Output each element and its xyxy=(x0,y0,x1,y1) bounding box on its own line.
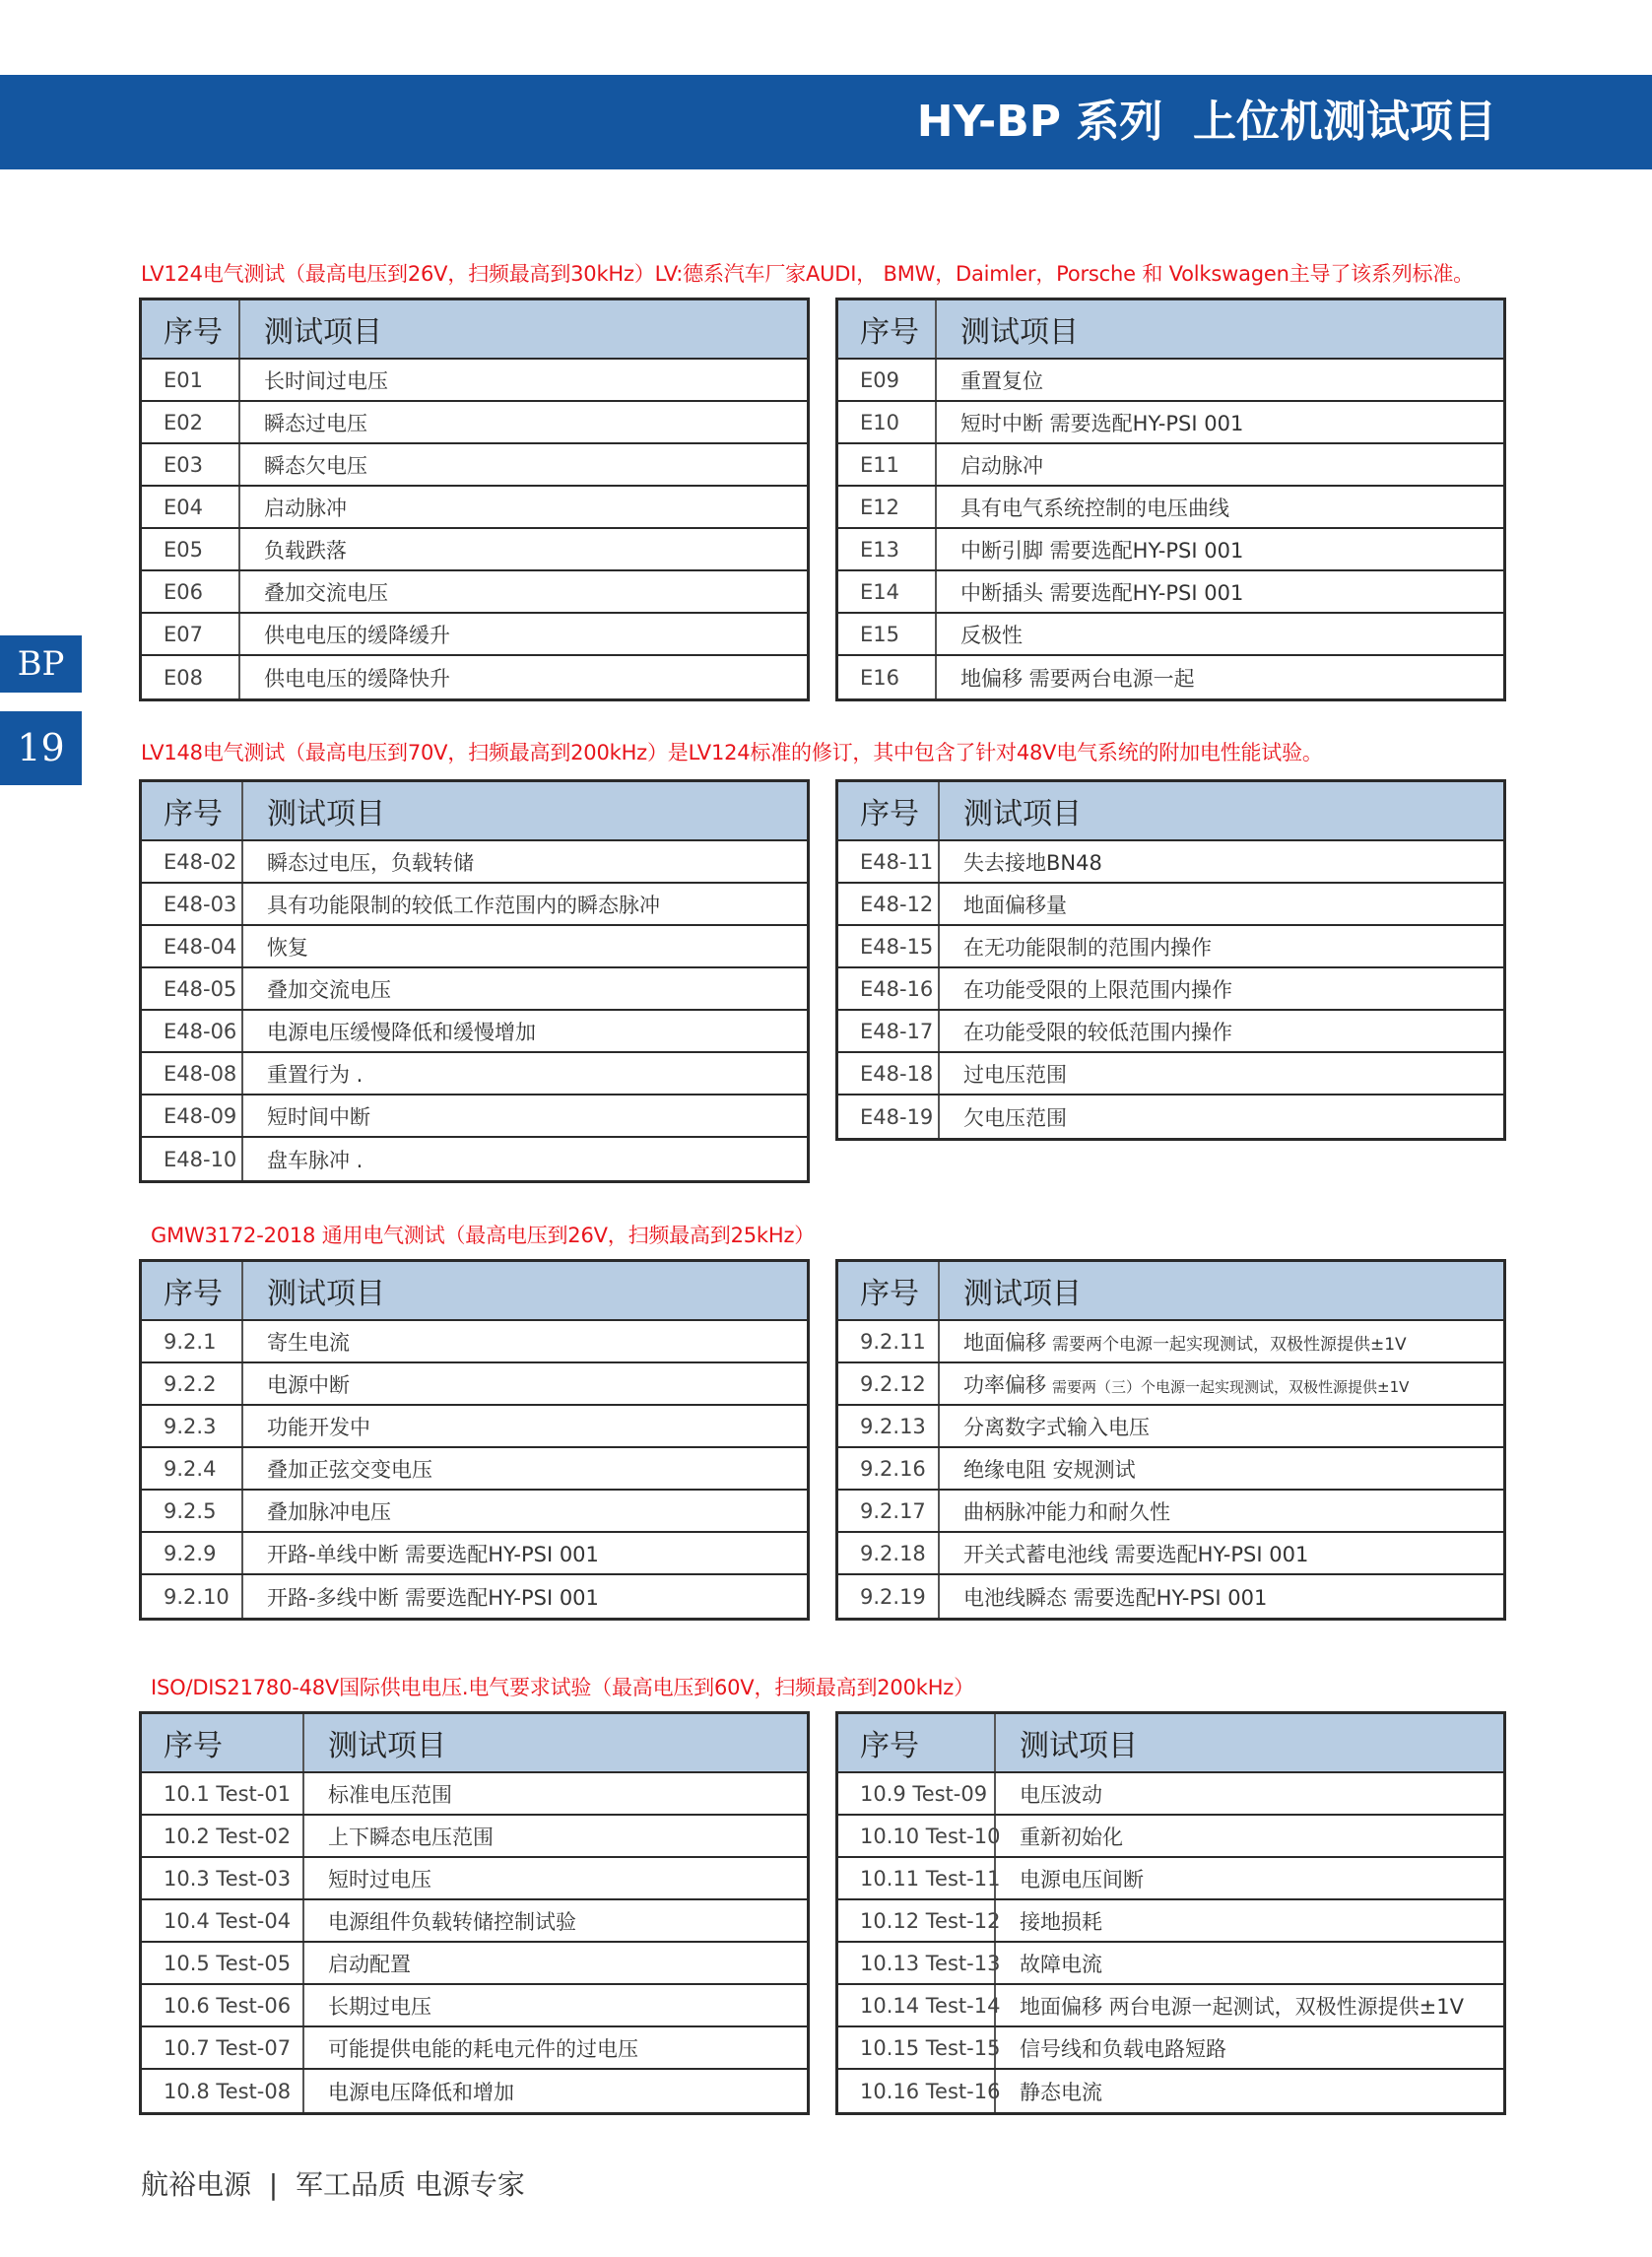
test-no: E48-15 xyxy=(838,926,940,966)
section-note: GMW3172-2018 通用电气测试（最高电压到26V，扫频最高到25kHz） xyxy=(151,1224,816,1247)
test-item xyxy=(240,663,450,693)
table-row xyxy=(142,529,807,571)
test-no: 10.1 Test-01 xyxy=(142,1773,304,1814)
table-row xyxy=(142,487,807,529)
table-row xyxy=(838,656,1503,698)
table-row xyxy=(838,1943,1503,1985)
test-no: 10.15 Test-15 xyxy=(838,2027,996,2068)
test-no: E15 xyxy=(838,614,937,654)
test-item-name: 中断引脚 需要选配HY-PSI 001 xyxy=(960,538,1244,563)
test-item-name: 故障电流 xyxy=(1020,1952,1102,1976)
side-tab-page-number: 19 xyxy=(0,711,82,785)
test-item-name: 开路-单线中断 需要选配HY-PSI 001 xyxy=(267,1542,599,1566)
test-item xyxy=(243,932,308,962)
test-item xyxy=(243,974,391,1004)
test-item-name: 在功能受限的上限范围内操作 xyxy=(963,977,1232,1002)
test-no: 10.10 Test-10 xyxy=(838,1816,996,1856)
test-item xyxy=(243,890,660,919)
table-row xyxy=(838,360,1503,402)
column-header-no: 序号 xyxy=(142,1262,243,1319)
test-item-name: 瞬态过电压 xyxy=(264,411,367,435)
test-item xyxy=(304,1949,411,1978)
test-no: 10.16 Test-16 xyxy=(838,2070,996,2112)
test-item xyxy=(940,1454,1136,1484)
test-item xyxy=(940,1327,1407,1357)
test-item-name: 叠加脉冲电压 xyxy=(267,1499,391,1524)
test-item-name: 曲柄脉冲能力和耐久性 xyxy=(963,1499,1170,1524)
test-item-name: 叠加交流电压 xyxy=(264,580,388,605)
test-item-name: 功能开发中 xyxy=(267,1415,370,1439)
test-item xyxy=(996,2033,1226,2063)
test-item xyxy=(940,1412,1150,1441)
test-table-left xyxy=(139,1259,810,1621)
test-no: E48-18 xyxy=(838,1053,940,1094)
test-item-name: 地面偏移量 xyxy=(963,893,1067,917)
test-table-right xyxy=(835,1259,1506,1621)
table-row xyxy=(142,402,807,444)
table-header xyxy=(838,1714,1503,1773)
test-item xyxy=(243,1145,363,1174)
test-item xyxy=(243,847,474,877)
test-item-name: 重置复位 xyxy=(960,368,1043,393)
test-item xyxy=(937,620,1023,649)
test-no: E14 xyxy=(838,571,937,612)
test-no: 9.2.1 xyxy=(142,1321,243,1361)
test-item-name: 中断插头 需要选配HY-PSI 001 xyxy=(960,580,1244,605)
test-no: E09 xyxy=(838,360,937,400)
test-no: E48-16 xyxy=(838,968,940,1009)
table-row xyxy=(142,1491,807,1533)
column-header-item: 测试项目 xyxy=(963,1277,1082,1311)
test-item xyxy=(243,1017,536,1046)
test-item-name: 具有功能限制的较低工作范围内的瞬态脉冲 xyxy=(267,893,660,917)
test-item-name: 启动脉冲 xyxy=(264,496,347,520)
column-header-item: 测试项目 xyxy=(963,797,1082,831)
test-item-note: 需要两（三）个电源一起实现测试，双极性源提供±1V xyxy=(1052,1377,1410,1396)
test-item-name: 短时间中断 xyxy=(267,1104,370,1129)
test-no: E48-09 xyxy=(142,1095,243,1136)
test-table-left xyxy=(139,779,810,1183)
test-item xyxy=(243,1369,350,1399)
test-item xyxy=(240,535,347,564)
test-no: E10 xyxy=(838,402,937,442)
table-row xyxy=(838,1095,1503,1138)
table-row xyxy=(838,1406,1503,1448)
test-no: 9.2.5 xyxy=(142,1491,243,1531)
test-item xyxy=(240,620,450,649)
test-item-name: 信号线和负载电路短路 xyxy=(1020,2036,1226,2061)
test-item xyxy=(937,450,1043,480)
test-no: E13 xyxy=(838,529,937,569)
test-no: E07 xyxy=(142,614,240,654)
test-item-name: 电源电压降低和增加 xyxy=(328,2080,514,2104)
test-no: 9.2.12 xyxy=(838,1363,940,1404)
test-no: E02 xyxy=(142,402,240,442)
table-row xyxy=(838,1533,1503,1575)
table-row xyxy=(142,2070,807,2112)
table-row xyxy=(838,529,1503,571)
column-header-item: 测试项目 xyxy=(328,1729,446,1763)
test-item-name: 供电电压的缓降快升 xyxy=(264,666,450,691)
test-item xyxy=(304,1864,431,1893)
test-item xyxy=(937,663,1195,693)
table-header xyxy=(142,1262,807,1321)
test-item-name: 可能提供电能的耗电元件的过电压 xyxy=(328,2036,638,2061)
test-item-name: 静态电流 xyxy=(1020,2080,1102,2104)
test-no: E48-05 xyxy=(142,968,243,1009)
test-item-name: 欠电压范围 xyxy=(963,1105,1067,1130)
test-no: E48-06 xyxy=(142,1011,243,1051)
test-item-name: 失去接地BN48 xyxy=(963,850,1102,875)
table-row xyxy=(838,2070,1503,2112)
test-no: 10.6 Test-06 xyxy=(142,1985,304,2025)
table-header xyxy=(142,782,807,841)
test-item xyxy=(937,535,1243,564)
test-item xyxy=(240,365,388,395)
test-item xyxy=(243,1582,599,1612)
test-table-left xyxy=(139,298,810,701)
table-row xyxy=(838,1858,1503,1900)
test-item-name: 负载跌落 xyxy=(264,538,347,563)
test-no: E48-17 xyxy=(838,1011,940,1051)
test-item xyxy=(996,1991,1464,2021)
test-no: 9.2.3 xyxy=(142,1406,243,1446)
test-no: 10.2 Test-02 xyxy=(142,1816,304,1856)
test-no: E11 xyxy=(838,444,937,485)
table-row xyxy=(142,444,807,487)
table-row xyxy=(142,926,807,968)
test-item xyxy=(940,974,1232,1004)
test-item-name: 标准电压范围 xyxy=(328,1782,452,1807)
test-item-name: 供电电压的缓降缓升 xyxy=(264,623,450,647)
test-no: 10.11 Test-11 xyxy=(838,1858,996,1898)
table-row xyxy=(142,1095,807,1138)
test-item xyxy=(940,1582,1267,1612)
test-item xyxy=(940,932,1212,962)
table-row xyxy=(838,1900,1503,1943)
test-item-name: 电源中断 xyxy=(267,1372,350,1397)
test-item-name: 寄生电流 xyxy=(267,1330,350,1355)
column-header-no: 序号 xyxy=(142,782,243,839)
test-no: E48-03 xyxy=(142,884,243,924)
section-note: LV148电气测试（最高电压到70V，扫频最高到200kHz）是LV124标准的修订，其中包含了针对48V电气系统的附加电性能试验。 xyxy=(141,741,1323,764)
table-row xyxy=(142,1943,807,1985)
table-row xyxy=(142,1858,807,1900)
column-header-no: 序号 xyxy=(142,1714,304,1771)
table-row xyxy=(142,1985,807,2027)
table-row xyxy=(142,1406,807,1448)
test-item xyxy=(304,1906,576,1936)
table-row xyxy=(142,571,807,614)
test-table-right xyxy=(835,1711,1506,2115)
test-no: 9.2.19 xyxy=(838,1575,940,1618)
test-item xyxy=(940,1017,1232,1046)
test-item-name: 功率偏移 xyxy=(963,1372,1046,1397)
column-header-no: 序号 xyxy=(838,1714,996,1771)
test-item-name: 长期过电压 xyxy=(328,1994,431,2019)
test-item-name: 电池线瞬态 需要选配HY-PSI 001 xyxy=(963,1585,1268,1610)
test-no: E01 xyxy=(142,360,240,400)
table-header xyxy=(142,1714,807,1773)
page-title: HY-BP 系列 上位机测试项目 xyxy=(916,97,1496,147)
test-no: 10.3 Test-03 xyxy=(142,1858,304,1898)
test-item-name: 接地损耗 xyxy=(1020,1909,1102,1934)
table-row xyxy=(142,1053,807,1095)
table-row xyxy=(142,1321,807,1363)
table-row xyxy=(142,1575,807,1618)
table-row xyxy=(838,841,1503,884)
test-item-name: 地面偏移 两台电源一起测试，双极性源提供±1V xyxy=(1020,1994,1464,2019)
test-item xyxy=(240,577,388,607)
table-row xyxy=(838,1575,1503,1618)
table-row xyxy=(838,1491,1503,1533)
test-no: 10.12 Test-12 xyxy=(838,1900,996,1941)
test-no: 9.2.13 xyxy=(838,1406,940,1446)
table-row xyxy=(838,1816,1503,1858)
test-item-name: 启动脉冲 xyxy=(960,453,1043,478)
test-item-name: 电源电压缓慢降低和缓慢增加 xyxy=(267,1020,536,1044)
table-row xyxy=(838,1053,1503,1095)
test-item-note: 需要两个电源一起实现测试，双极性源提供±1V xyxy=(1052,1334,1407,1355)
column-header-item: 测试项目 xyxy=(267,1277,385,1311)
table-row xyxy=(142,841,807,884)
test-no: E03 xyxy=(142,444,240,485)
column-header-no: 序号 xyxy=(142,300,240,358)
test-item-name: 电源组件负载转储控制试验 xyxy=(328,1909,576,1934)
test-item xyxy=(240,450,367,480)
test-item xyxy=(304,1779,452,1809)
test-table-left xyxy=(139,1711,810,2115)
column-header-item: 测试项目 xyxy=(960,315,1079,350)
test-item-name: 瞬态欠电压 xyxy=(264,453,367,478)
column-header-no: 序号 xyxy=(838,300,937,358)
test-item-name: 在功能受限的较低范围内操作 xyxy=(963,1020,1232,1044)
test-no: 9.2.18 xyxy=(838,1533,940,1573)
table-row xyxy=(838,926,1503,968)
table-row xyxy=(142,1773,807,1816)
table-row xyxy=(142,1363,807,1406)
test-no: 9.2.11 xyxy=(838,1321,940,1361)
test-item xyxy=(243,1101,370,1131)
test-item-name: 分离数字式输入电压 xyxy=(963,1415,1150,1439)
test-item-name: 重新初始化 xyxy=(1020,1825,1123,1849)
test-no: E08 xyxy=(142,656,240,698)
test-item xyxy=(996,2077,1102,2106)
table-row xyxy=(142,1138,807,1180)
table-row xyxy=(838,1363,1503,1406)
test-item xyxy=(996,1864,1144,1893)
column-header-item: 测试项目 xyxy=(264,315,382,350)
test-item xyxy=(243,1454,432,1484)
test-no: E05 xyxy=(142,529,240,569)
test-item xyxy=(304,1991,431,2021)
test-item-name: 恢复 xyxy=(267,935,308,960)
test-no: E48-10 xyxy=(142,1138,243,1180)
test-item xyxy=(940,1369,1409,1399)
test-no: 9.2.10 xyxy=(142,1575,243,1618)
test-no: 10.5 Test-05 xyxy=(142,1943,304,1983)
test-table-right xyxy=(835,298,1506,701)
test-item-name: 盘车脉冲 . xyxy=(267,1148,363,1172)
test-item xyxy=(937,365,1043,395)
test-no: 10.4 Test-04 xyxy=(142,1900,304,1941)
test-item xyxy=(996,1949,1102,1978)
table-header xyxy=(838,1262,1503,1321)
side-tab-code: BP xyxy=(0,635,82,693)
test-item-name: 在无功能限制的范围内操作 xyxy=(963,935,1212,960)
test-no: E48-04 xyxy=(142,926,243,966)
test-no: E12 xyxy=(838,487,937,527)
test-item-name: 短时中断 需要选配HY-PSI 001 xyxy=(960,411,1244,435)
test-no: E16 xyxy=(838,656,937,698)
test-item-name: 上下瞬态电压范围 xyxy=(328,1825,494,1849)
test-item-name: 启动配置 xyxy=(328,1952,411,1976)
table-row xyxy=(142,884,807,926)
table-row xyxy=(142,1900,807,1943)
test-item xyxy=(940,1102,1067,1132)
section-note: ISO/DIS21780-48V国际供电电压.电气要求试验（最高电压到60V，扫频最高到200kHz） xyxy=(151,1676,974,1699)
table-row xyxy=(142,2027,807,2070)
test-no: 9.2.4 xyxy=(142,1448,243,1489)
column-header-no: 序号 xyxy=(838,1262,940,1319)
test-item xyxy=(304,2077,514,2106)
test-no: 9.2.9 xyxy=(142,1533,243,1573)
table-row xyxy=(838,1011,1503,1053)
footer: 航裕电源 | 军工品质 电源专家 xyxy=(141,2168,525,2201)
test-no: E48-11 xyxy=(838,841,940,882)
table-row xyxy=(838,1773,1503,1816)
test-table-right xyxy=(835,779,1506,1141)
test-no: 10.13 Test-13 xyxy=(838,1943,996,1983)
test-item xyxy=(940,1496,1170,1526)
test-item-name: 叠加正弦交变电压 xyxy=(267,1457,432,1482)
table-row xyxy=(838,402,1503,444)
test-item-name: 地偏移 需要两台电源一起 xyxy=(960,666,1195,691)
table-row xyxy=(142,1011,807,1053)
test-no: 9.2.17 xyxy=(838,1491,940,1531)
test-no: 10.7 Test-07 xyxy=(142,2027,304,2068)
table-row xyxy=(838,1321,1503,1363)
test-no: 10.9 Test-09 xyxy=(838,1773,996,1814)
test-item xyxy=(240,493,347,522)
test-item-name: 瞬态过电压，负载转储 xyxy=(267,850,474,875)
table-row xyxy=(838,1985,1503,2027)
test-no: E06 xyxy=(142,571,240,612)
test-no: E48-19 xyxy=(838,1095,940,1138)
test-item-name: 重置行为 . xyxy=(267,1062,363,1087)
test-item xyxy=(940,847,1102,877)
test-item-name: 地面偏移 xyxy=(963,1330,1046,1355)
table-row xyxy=(838,884,1503,926)
table-header xyxy=(142,300,807,360)
table-row xyxy=(838,1448,1503,1491)
column-header-item: 测试项目 xyxy=(267,797,385,831)
table-row xyxy=(142,968,807,1011)
test-no: 10.8 Test-08 xyxy=(142,2070,304,2112)
test-no: E48-02 xyxy=(142,841,243,882)
table-row xyxy=(142,614,807,656)
table-row xyxy=(838,614,1503,656)
test-item xyxy=(243,1327,350,1357)
test-item xyxy=(940,890,1067,919)
test-item xyxy=(996,1822,1123,1851)
table-row xyxy=(838,444,1503,487)
table-row xyxy=(142,360,807,402)
column-header-no: 序号 xyxy=(838,782,940,839)
test-item-name: 长时间过电压 xyxy=(264,368,388,393)
table-row xyxy=(142,656,807,698)
test-no: E48-12 xyxy=(838,884,940,924)
table-row xyxy=(142,1533,807,1575)
table-row xyxy=(838,487,1503,529)
test-item xyxy=(304,1822,494,1851)
test-item xyxy=(937,577,1243,607)
test-no: E04 xyxy=(142,487,240,527)
test-item xyxy=(937,408,1243,437)
test-item xyxy=(243,1539,599,1568)
section-note: LV124电气测试（最高电压到26V，扫频最高到30kHz）LV:德系汽车厂家AUDI， BMW，Daimler，Porsche 和 Volkswagen主导了该系列标准。 xyxy=(141,262,1474,286)
table-row xyxy=(838,2027,1503,2070)
test-item xyxy=(304,2033,638,2063)
test-item xyxy=(243,1059,363,1089)
test-item-name: 短时过电压 xyxy=(328,1867,431,1892)
test-item-name: 过电压范围 xyxy=(963,1062,1067,1087)
table-row xyxy=(142,1816,807,1858)
test-item-name: 开路-多线中断 需要选配HY-PSI 001 xyxy=(267,1585,599,1610)
table-header xyxy=(838,300,1503,360)
table-header xyxy=(838,782,1503,841)
test-no: E48-08 xyxy=(142,1053,243,1094)
test-item xyxy=(996,1779,1102,1809)
test-item-name: 反极性 xyxy=(960,623,1023,647)
test-item-name: 叠加交流电压 xyxy=(267,977,391,1002)
test-no: 9.2.2 xyxy=(142,1363,243,1404)
test-item-name: 开关式蓄电池线 需要选配HY-PSI 001 xyxy=(963,1542,1309,1566)
test-item xyxy=(940,1059,1067,1089)
test-no: 9.2.16 xyxy=(838,1448,940,1489)
test-item-name: 绝缘电阻 安规测试 xyxy=(963,1457,1136,1482)
test-item-name: 电压波动 xyxy=(1020,1782,1102,1807)
table-row xyxy=(838,968,1503,1011)
test-item xyxy=(243,1496,391,1526)
table-row xyxy=(142,1448,807,1491)
test-item-name: 具有电气系统控制的电压曲线 xyxy=(960,496,1229,520)
test-item xyxy=(243,1412,370,1441)
test-item xyxy=(937,493,1229,522)
test-item xyxy=(940,1539,1308,1568)
table-row xyxy=(838,571,1503,614)
test-item-name: 电源电压间断 xyxy=(1020,1867,1144,1892)
test-no: 10.14 Test-14 xyxy=(838,1985,996,2025)
test-item xyxy=(996,1906,1102,1936)
column-header-item: 测试项目 xyxy=(1020,1729,1138,1763)
test-item xyxy=(240,408,367,437)
